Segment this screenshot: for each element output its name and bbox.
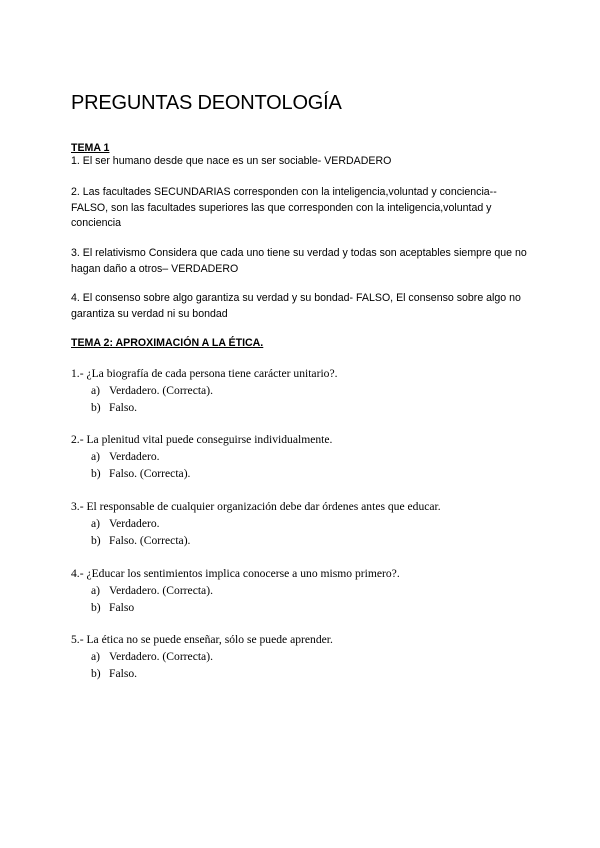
option-b: b) Falso.: [91, 400, 138, 414]
question-text: 4.- ¿Educar los sentimientos implica conocerse a uno mismo primero?.: [71, 567, 400, 580]
option-b: b) Falso.: [91, 666, 138, 680]
question-3: [71, 499, 441, 549]
question-5: [71, 632, 333, 682]
question-1: [71, 366, 338, 416]
tema1-heading: TEMA 1: [71, 142, 110, 154]
tema1-item-3: 3. El relativismo Considera que cada uno tiene su verdad y todas son aceptables siempre que no hagan daño a otros– VERDADERO: [71, 247, 527, 275]
option-b: b) Falso: [91, 600, 135, 614]
option-b: b) Falso. (Correcta).: [91, 533, 191, 547]
question-text: 1.- ¿La biografía de cada persona tiene carácter unitario?.: [71, 367, 338, 380]
option-a: a) Verdadero. (Correcta).: [91, 583, 213, 597]
option-b: b) Falso. (Correcta).: [91, 466, 191, 480]
option-a: a) Verdadero. (Correcta).: [91, 383, 213, 397]
option-a: a) Verdadero. (Correcta).: [91, 649, 213, 663]
question-4: [71, 566, 400, 616]
option-a: a) Verdadero.: [91, 516, 160, 530]
option-a: a) Verdadero.: [91, 449, 160, 463]
tema1-item-2: 2. Las facultades SECUNDARIAS corresponden con la inteligencia,voluntad y conciencia--FALSO, son las facultades superiores las que corresponden con la inteligencia,voluntad y conciencia: [71, 186, 497, 230]
question-text: 3.- El responsable de cualquier organización debe dar órdenes antes que educar.: [71, 500, 441, 513]
tema1-item-4: 4. El consenso sobre algo garantiza su verdad y su bondad- FALSO, El consenso sobre algo no garantiza su verdad ni su bondad: [71, 292, 521, 320]
question-2: [71, 432, 332, 482]
page-title: PREGUNTAS DEONTOLOGÍA: [71, 92, 342, 114]
tema2-heading: TEMA 2: APROXIMACIÓN A LA ÉTICA.: [71, 337, 264, 349]
question-text: 5.- La ética no se puede enseñar, sólo se puede aprender.: [71, 633, 333, 646]
question-text: 2.- La plenitud vital puede conseguirse individualmente.: [71, 433, 333, 446]
tema1-item-1: 1. El ser humano desde que nace es un ser sociable- VERDADERO: [71, 155, 392, 167]
